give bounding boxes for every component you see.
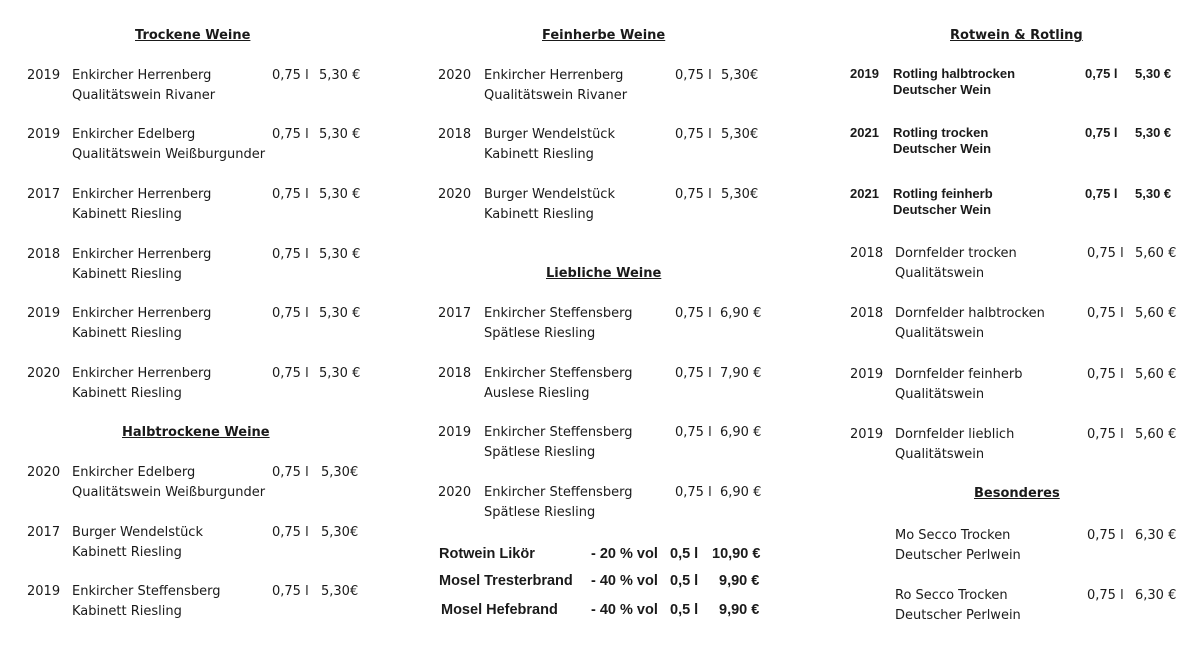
vintage: 2018	[27, 247, 61, 262]
vintage: 2018	[850, 246, 884, 261]
wine-entry	[0, 184, 1200, 224]
wine-name: Dornfelder trocken	[895, 246, 1017, 261]
price: 5,30€	[321, 584, 359, 599]
bottle-volume: 0,75 l	[272, 366, 309, 381]
wine-name: Enkircher Herrenberg	[72, 187, 212, 202]
price: 5,30 €	[319, 306, 361, 321]
bottle-volume: 0,75 l	[675, 366, 712, 381]
section-heading-halbtrockene: Halbtrockene Weine	[122, 425, 270, 440]
wine-entry	[0, 123, 1200, 163]
wine-name: Enkircher Steffensberg	[72, 584, 221, 599]
wine-quality: Deutscher Perlwein	[895, 608, 1021, 623]
price: 6,30 €	[1135, 588, 1177, 603]
wine-name: Mo Secco Trocken	[895, 528, 1011, 543]
wine-quality: Deutscher Wein	[893, 141, 992, 156]
wine-name: Enkircher Herrenberg	[72, 366, 212, 381]
vintage: 2018	[850, 306, 884, 321]
wine-quality: Kabinett Riesling	[72, 386, 182, 401]
price: 5,30 €	[1135, 66, 1172, 81]
bottle-volume: 0,75 l	[272, 584, 309, 599]
wine-name: Burger Wendelstück	[72, 525, 203, 540]
bottle-volume: 0,75 l	[675, 485, 712, 500]
price: 5,30€	[321, 525, 359, 540]
spirit-abv: - 40 % vol	[591, 602, 658, 618]
wine-quality: Kabinett Riesling	[484, 147, 594, 162]
wine-quality: Qualitätswein Rivaner	[484, 88, 628, 103]
bottle-volume: 0,75 l	[272, 465, 309, 480]
price: 6,90 €	[720, 485, 762, 500]
wine-name: Enkircher Herrenberg	[72, 306, 212, 321]
vintage: 2019	[27, 306, 61, 321]
wine-quality: Deutscher Wein	[893, 82, 992, 97]
price: 5,30 €	[1135, 186, 1172, 201]
wine-quality: Kabinett Riesling	[72, 207, 182, 222]
vintage: 2021	[850, 186, 879, 201]
price: 6,90 €	[720, 425, 762, 440]
price: 5,30€	[721, 68, 759, 83]
wine-name: Rotling halbtrocken	[893, 66, 1016, 81]
bottle-volume: 0,75 l	[675, 306, 712, 321]
wine-quality: Auslese Riesling	[484, 386, 590, 401]
bottle-volume: 0,75 l	[1085, 186, 1118, 201]
wine-quality: Kabinett Riesling	[484, 207, 594, 222]
price: 6,30 €	[1135, 528, 1177, 543]
vintage: 2020	[438, 187, 472, 202]
wine-name: Rotling trocken	[893, 125, 989, 140]
wine-name: Enkircher Herrenberg	[72, 247, 212, 262]
vintage: 2019	[850, 367, 884, 382]
bottle-volume: 0,75 l	[1087, 367, 1124, 382]
wine-name: Enkircher Steffensberg	[484, 366, 633, 381]
section-heading-liebliche: Liebliche Weine	[546, 266, 662, 281]
section-heading-besonderes: Besonderes	[974, 486, 1060, 501]
spirit-name: Rotwein Likör	[439, 546, 535, 562]
vintage: 2020	[438, 68, 472, 83]
bottle-volume: 0,5 l	[670, 573, 699, 589]
vintage: 2019	[27, 584, 61, 599]
price: 5,30€	[721, 187, 759, 202]
wine-name: Enkircher Steffensberg	[484, 425, 633, 440]
price: 5,30 €	[1135, 125, 1172, 140]
wine-quality: Qualitätswein	[895, 447, 985, 462]
wine-quality: Spätlese Riesling	[484, 445, 596, 460]
wine-entry	[0, 526, 1200, 566]
bottle-volume: 0,75 l	[272, 187, 309, 202]
wine-quality: Kabinett Riesling	[72, 267, 182, 282]
vintage: 2020	[438, 485, 472, 500]
wine-quality: Qualitätswein Weißburgunder	[72, 485, 266, 500]
section-heading-trockene: Trockene Weine	[135, 28, 251, 43]
vintage: 2020	[27, 465, 61, 480]
wine-entry	[0, 304, 1200, 344]
price: 5,30 €	[319, 127, 361, 142]
section-heading-feinherbe: Feinherbe Weine	[542, 28, 666, 43]
vintage: 2018	[438, 127, 472, 142]
wine-name: Enkircher Herrenberg	[484, 68, 624, 83]
price: 5,30 €	[319, 366, 361, 381]
spirit-abv: - 40 % vol	[591, 573, 658, 589]
bottle-volume: 0,75 l	[272, 525, 309, 540]
bottle-volume: 0,75 l	[675, 187, 712, 202]
price: 5,60 €	[1135, 427, 1177, 442]
vintage: 2017	[27, 525, 61, 540]
wine-name: Dornfelder halbtrocken	[895, 306, 1045, 321]
wine-name: Burger Wendelstück	[484, 187, 615, 202]
bottle-volume: 0,75 l	[675, 127, 712, 142]
vintage: 2021	[850, 125, 879, 140]
wine-quality: Kabinett Riesling	[72, 326, 182, 341]
spirit-name: Mosel Hefebrand	[441, 602, 558, 618]
bottle-volume: 0,75 l	[272, 127, 309, 142]
vintage: 2019	[438, 425, 472, 440]
bottle-volume: 0,75 l	[1087, 528, 1124, 543]
wine-name: Rotling feinherb	[893, 186, 993, 201]
vintage: 2018	[438, 366, 472, 381]
bottle-volume: 0,75 l	[272, 68, 309, 83]
price: 9,90 €	[719, 573, 760, 589]
wine-name: Enkircher Edelberg	[72, 127, 196, 142]
wine-entry	[0, 425, 1200, 465]
price: 9,90 €	[719, 602, 760, 618]
bottle-volume: 0,75 l	[272, 247, 309, 262]
wine-entry	[0, 244, 1200, 284]
vintage: 2019	[27, 127, 61, 142]
price: 5,60 €	[1135, 306, 1177, 321]
bottle-volume: 0,5 l	[670, 602, 699, 618]
bottle-volume: 0,75 l	[1087, 588, 1124, 603]
wine-name: Dornfelder feinherb	[895, 367, 1023, 382]
wine-name: Dornfelder lieblich	[895, 427, 1015, 442]
vintage: 2019	[27, 68, 61, 83]
wine-name: Enkircher Edelberg	[72, 465, 196, 480]
wine-quality: Kabinett Riesling	[72, 545, 182, 560]
bottle-volume: 0,75 l	[675, 68, 712, 83]
price: 10,90 €	[712, 546, 761, 562]
price: 5,60 €	[1135, 246, 1177, 261]
wine-quality: Deutscher Wein	[893, 202, 992, 217]
price: 6,90 €	[720, 306, 762, 321]
bottle-volume: 0,75 l	[675, 425, 712, 440]
vintage: 2020	[27, 366, 61, 381]
bottle-volume: 0,75 l	[1087, 306, 1124, 321]
price: 7,90 €	[720, 366, 762, 381]
wine-quality: Spätlese Riesling	[484, 505, 596, 520]
wine-entry	[0, 586, 1200, 626]
bottle-volume: 0,75 l	[1085, 125, 1118, 140]
bottle-volume: 0,75 l	[1087, 246, 1124, 261]
spirit-abv: - 20 % vol	[591, 546, 658, 562]
wine-name: Enkircher Steffensberg	[484, 306, 633, 321]
wine-quality: Qualitätswein Rivaner	[72, 88, 216, 103]
bottle-volume: 0,75 l	[1085, 66, 1118, 81]
bottle-volume: 0,5 l	[670, 546, 699, 562]
bottle-volume: 0,75 l	[272, 306, 309, 321]
wine-quality: Deutscher Perlwein	[895, 548, 1021, 563]
wine-name: Burger Wendelstück	[484, 127, 615, 142]
price: 5,30 €	[319, 187, 361, 202]
wine-name: Ro Secco Trocken	[895, 588, 1008, 603]
bottle-volume: 0,75 l	[1087, 427, 1124, 442]
price: 5,30€	[321, 465, 359, 480]
wine-quality: Qualitätswein	[895, 326, 985, 341]
vintage: 2017	[438, 306, 472, 321]
wine-quality: Qualitätswein	[895, 266, 985, 281]
wine-quality: Qualitätswein Weißburgunder	[72, 147, 266, 162]
vintage: 2017	[27, 187, 61, 202]
vintage: 2019	[850, 66, 879, 81]
price: 5,30 €	[319, 247, 361, 262]
wine-quality: Spätlese Riesling	[484, 326, 596, 341]
wine-entry	[0, 64, 1200, 104]
wine-quality: Qualitätswein	[895, 387, 985, 402]
spirit-name: Mosel Tresterbrand	[439, 573, 573, 589]
price: 5,30 €	[319, 68, 361, 83]
price: 5,60 €	[1135, 367, 1177, 382]
vintage: 2019	[850, 427, 884, 442]
wine-quality: Kabinett Riesling	[72, 604, 182, 619]
wine-name: Enkircher Herrenberg	[72, 68, 212, 83]
wine-name: Enkircher Steffensberg	[484, 485, 633, 500]
wine-entry	[0, 365, 1200, 405]
price: 5,30€	[721, 127, 759, 142]
section-heading-rotwein-rotling: Rotwein & Rotling	[950, 28, 1083, 43]
